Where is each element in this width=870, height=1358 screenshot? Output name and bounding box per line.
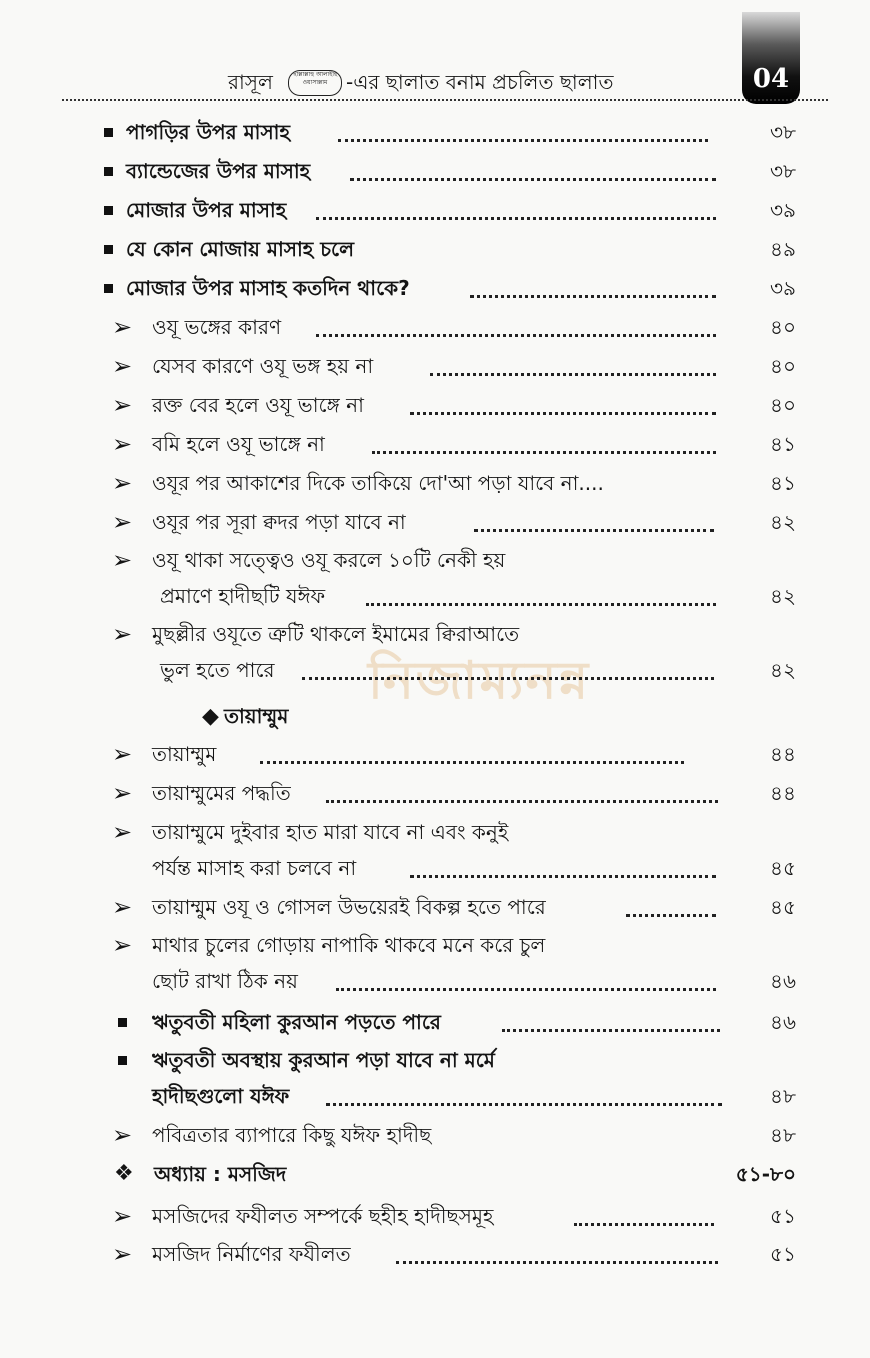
header-title-rest: -এর ছালাত বনাম প্রচলিত ছালাত [346,70,614,94]
toc-entry-page: ৪১ [770,471,796,495]
dot-leader [626,914,716,917]
dot-leader [474,529,714,532]
toc-entry-page: ৪৮ [770,1084,796,1108]
arrow-bullet-icon: ➢ [112,469,133,497]
dot-leader [350,178,716,181]
toc-entry-label: তায়াম্মুম ওযূ ও গোসল উভয়েরই বিকল্প হতে পারে [152,895,546,919]
toc-entry-label: পবিত্রতার ব্যাপারে কিছু যঈফ হাদীছ [152,1123,432,1147]
toc-entry-page: ৩৯ [770,276,796,300]
arrow-bullet-icon: ➢ [112,779,133,807]
dot-leader [470,295,716,298]
toc-entry-label: ওযূর পর আকাশের দিকে তাকিয়ে দো'আ পড়া যাবে না.... [152,471,604,495]
dot-leader [326,800,718,803]
toc-entry-label: মোজার উপর মাসাহ কতদিন থাকে? [126,276,410,300]
toc-entry-label: মসজিদের ফযীলত সম্পর্কে ছহীহ হাদীছসমূহ [152,1204,494,1228]
arrow-bullet-icon: ➢ [112,1202,133,1230]
toc-entry-page: ৪৫ [770,856,796,880]
toc-entry-label: রক্ত বের হলে ওযূ ভাঙ্গে না [152,393,364,417]
toc-entry-page: ৫১ [770,1242,796,1266]
toc-entry-page: ৪৪ [770,742,796,766]
toc-entry-label-line2: পর্যন্ত মাসাহ করা চলবে না [152,856,357,880]
toc-entry-label-line2: ভুল হতে পারে [160,658,275,682]
toc-entry-label-line2: ছোট রাখা ঠিক নয় [152,969,298,993]
toc-entry-page: ৪০ [770,315,796,339]
toc-entry-page: ৪৫ [770,895,796,919]
dot-leader [316,334,716,337]
toc-entry-page: ৪২ [770,584,796,608]
toc-entry-label: মুছল্লীর ওযূতে ত্রুটি থাকলে ইমামের ক্বিরাআতে [152,622,520,646]
toc-entry-page: ৪৪ [770,781,796,805]
arrow-bullet-icon: ➢ [112,352,133,380]
chapter-heading: অধ্যায় : মসজিদ [154,1162,287,1186]
square-bullet-icon [118,1056,127,1065]
toc-entry-page: ৪৮ [770,1123,796,1147]
toc-entry-label: ওযূ ভঙ্গের কারণ [152,315,282,339]
arrow-bullet-icon: ➢ [112,313,133,341]
toc-entry-label: ওযূর পর সূরা ক্বদর পড়া যাবে না [152,510,406,534]
toc-entry-page: ৪২ [770,510,796,534]
salawat-badge: ছাল্লাল্লাহু আলাইহি ওয়াসাল্লাম [288,70,342,96]
toc-entry-label: মোজার উপর মাসাহ [126,198,287,222]
toc-entry-page: ৪৬ [770,1010,796,1034]
toc-entry-page: ৫১ [770,1204,796,1228]
square-bullet-icon [104,245,113,254]
square-bullet-icon [104,167,113,176]
arrow-bullet-icon: ➢ [112,740,133,768]
dot-leader [574,1223,714,1226]
toc-entry-label: ঋতুবতী অবস্থায় কুরআন পড়া যাবে না মর্মে [152,1048,495,1072]
toc-entry-label: ওযূ থাকা সত্ত্বেও ওযূ করলে ১০টি নেকী হয় [152,548,506,572]
toc-entry-label: মাথার চুলের গোড়ায় নাপাকি থাকবে মনে করে চুল [152,933,546,957]
toc-entry-page: ৪৬ [770,969,796,993]
dot-leader [338,139,708,142]
dot-leader [410,412,716,415]
toc-entry-label: তায়াম্মুম [152,742,217,766]
four-diamond-bullet-icon: ❖ [114,1161,134,1186]
header-divider [62,99,828,101]
dot-leader [502,1029,720,1032]
square-bullet-icon [118,1018,127,1027]
arrow-bullet-icon: ➢ [112,430,133,458]
toc-entry-page: ৪১ [770,432,796,456]
arrow-bullet-icon: ➢ [112,508,133,536]
diamond-bullet-icon: ◆ [202,704,219,729]
dot-leader [366,603,716,606]
toc-entry-label-line2: প্রমাণে হাদীছটি যঈফ [160,584,326,608]
dot-leader [302,677,714,680]
dot-leader [336,988,716,991]
arrow-bullet-icon: ➢ [112,546,133,574]
toc-entry-page: ৪২ [770,658,796,682]
toc-entry-page: ৪৯ [770,237,796,261]
toc-entry-page: ৪০ [770,393,796,417]
header-title-main: রাসূল [228,70,273,94]
toc-entry-page: ৪০ [770,354,796,378]
toc-entry-label: পাগড়ির উপর মাসাহ [126,120,290,144]
dot-leader [260,761,684,764]
toc-entry-label: তায়াম্মুমে দুইবার হাত মারা যাবে না এবং কনুই [152,820,509,844]
toc-entry-label: মসজিদ নির্মাণের ফযীলত [152,1242,351,1266]
arrow-bullet-icon: ➢ [112,931,133,959]
section-heading: তায়াম্মুম [224,704,289,728]
square-bullet-icon [104,284,113,293]
dot-leader [316,217,716,220]
arrow-bullet-icon: ➢ [112,818,133,846]
arrow-bullet-icon: ➢ [112,620,133,648]
arrow-bullet-icon: ➢ [112,1121,133,1149]
toc-entry-label: বমি হলে ওযূ ভাঙ্গে না [152,432,325,456]
toc-entry-page: ৩৯ [770,198,796,222]
page-number: 04 [752,64,790,94]
arrow-bullet-icon: ➢ [112,391,133,419]
arrow-bullet-icon: ➢ [112,1240,133,1268]
dot-leader [326,1103,722,1106]
toc-entry-label: ব্যান্ডেজের উপর মাসাহ [126,159,311,183]
toc-entry-label: যেসব কারণে ওযূ ভঙ্গ হয় না [152,354,374,378]
toc-entry-label-line2: হাদীছগুলো যঈফ [152,1084,290,1108]
dot-leader [410,875,716,878]
watermark-logo: নিজাম্যনন্ন [368,651,591,711]
toc-entry-page: ৩৮ [770,159,796,183]
toc-entry-label: তায়াম্মুমের পদ্ধতি [152,781,291,805]
toc-entry-label: যে কোন মোজায় মাসাহ চলে [126,237,354,261]
dot-leader [430,373,716,376]
square-bullet-icon [104,128,113,137]
dot-leader [372,451,716,454]
chapter-page-range: ৫১-৮০ [735,1162,796,1186]
toc-entry-label: ঋতুবতী মহিলা কুরআন পড়তে পারে [152,1010,441,1034]
toc-entry-page: ৩৮ [770,120,796,144]
square-bullet-icon [104,206,113,215]
dot-leader [396,1261,718,1264]
arrow-bullet-icon: ➢ [112,893,133,921]
